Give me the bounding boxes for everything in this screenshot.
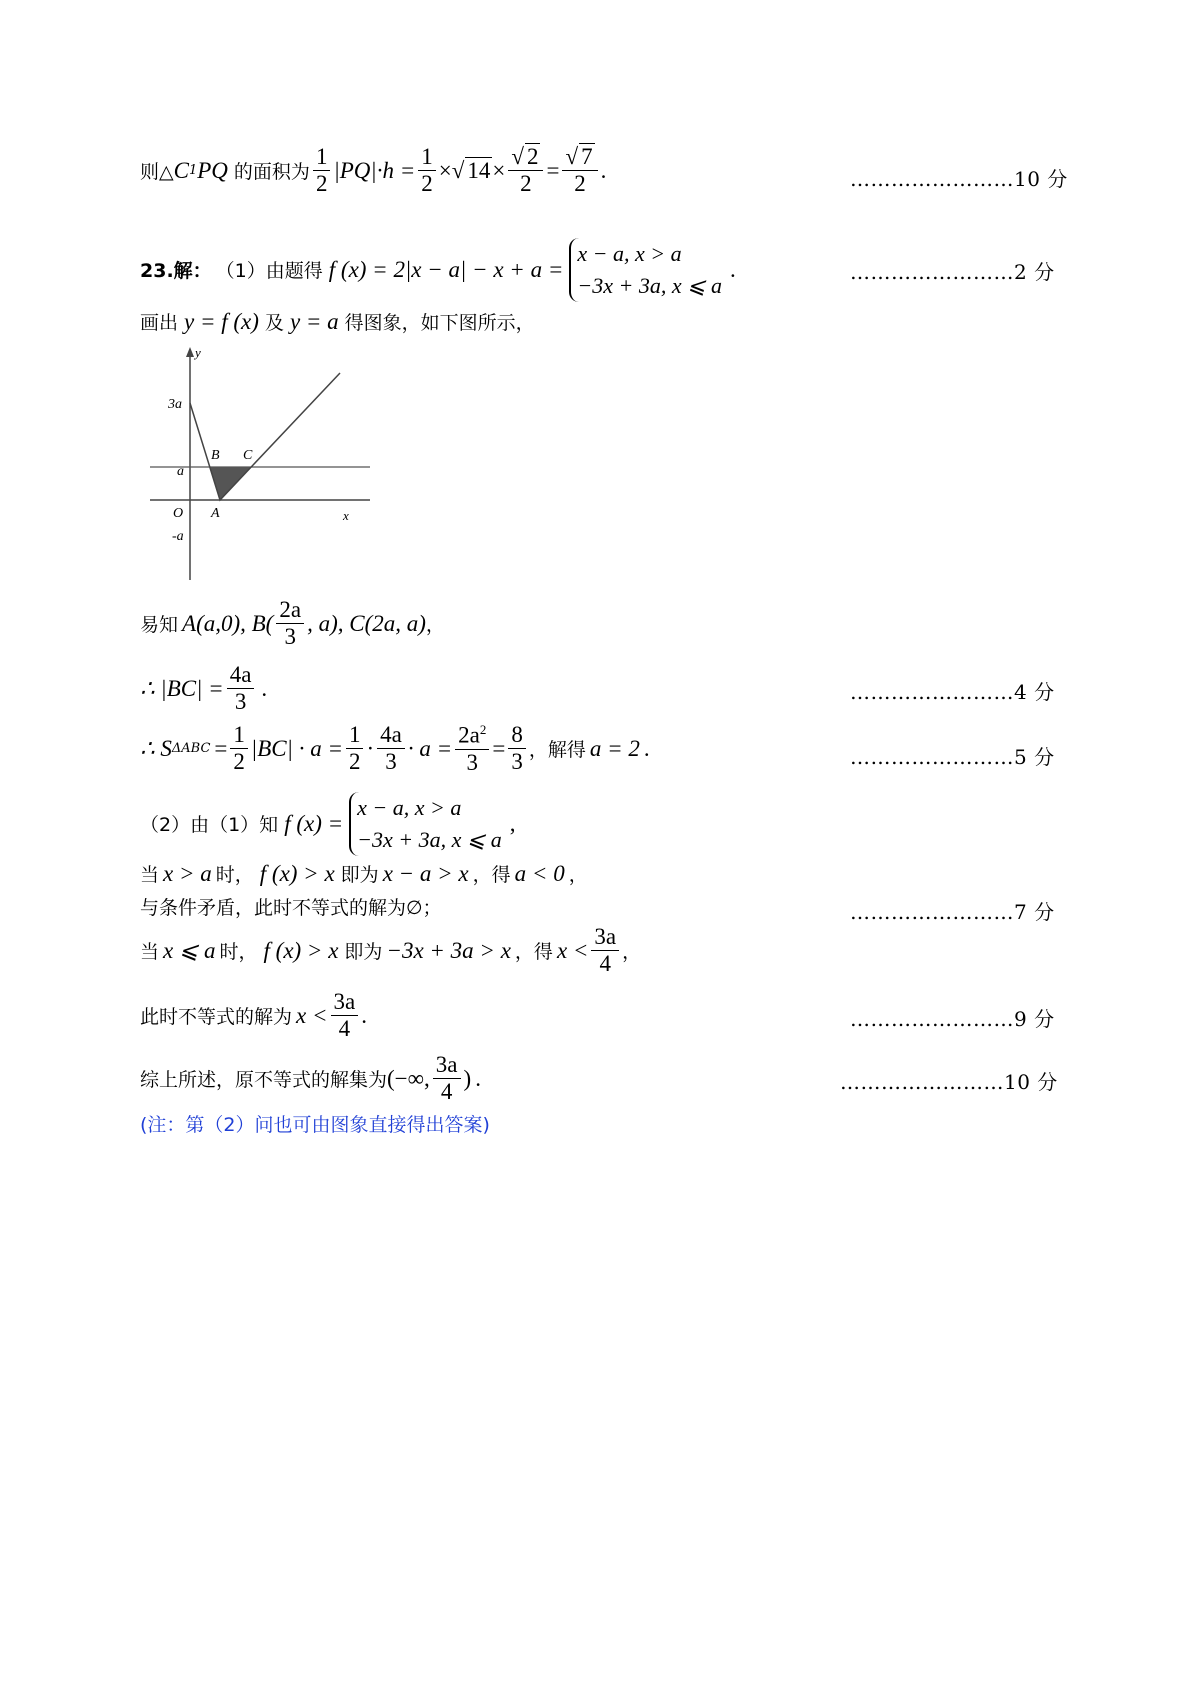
case-2: −3x + 3a, x ⩽ a xyxy=(577,272,723,298)
math-y-fx: y = f (x) xyxy=(184,308,259,334)
text-get-graph: 得图象，如下图所示， xyxy=(344,312,535,334)
math-fx-gt-x: f (x) > x xyxy=(263,937,339,963)
score-2: ……………………2 分 xyxy=(850,260,1055,284)
text-part2: （2）由（1）知 xyxy=(140,814,279,837)
math-abs-pq-h: |PQ|·h = xyxy=(333,157,416,183)
frac-num: 8 xyxy=(508,723,526,749)
score-10-a: ……………………10 分 xyxy=(850,167,1068,191)
math-y-a: y = a xyxy=(289,308,339,334)
frac-half-1 xyxy=(313,145,331,196)
frac-den: 2 xyxy=(348,749,361,775)
frac-num: 2a xyxy=(276,598,304,624)
frac-den: 4 xyxy=(599,951,612,977)
frac-den: 3 xyxy=(511,749,523,775)
frac-den: 3 xyxy=(234,689,247,715)
math-x-le-a: x ⩽ a xyxy=(163,937,216,963)
score-10-b: ……………………10 分 xyxy=(840,1070,1058,1094)
text-solution-is: 此时不等式的解为 xyxy=(140,1006,293,1029)
points-line xyxy=(140,598,445,649)
frac-num-base: 2a xyxy=(458,722,480,748)
math-neg3x-ineq: −3x + 3a > x xyxy=(386,937,511,963)
frac-1-2 xyxy=(230,723,248,774)
math-c: C xyxy=(173,157,189,183)
math-a-lt-0: a < 0 xyxy=(514,860,565,886)
case-x-gt-a-line xyxy=(140,860,588,887)
text-get: ，得 xyxy=(514,941,553,964)
dot: · xyxy=(366,735,375,761)
text-from-problem: （1）由题得 xyxy=(215,260,323,283)
text-easy-know: 易知 xyxy=(140,614,179,637)
text-area-is: 的面积为 xyxy=(233,161,310,184)
piecewise-brace-2 xyxy=(349,792,502,856)
equals-sign: = xyxy=(492,735,506,761)
frac-sqrt7-over-2 xyxy=(562,145,597,196)
frac-den: 2 xyxy=(315,171,328,197)
frac-num: 4a xyxy=(377,723,405,749)
frac-2a-over-3 xyxy=(276,598,304,649)
sqrt-14-value: 14 xyxy=(467,157,491,183)
frac-den: 3 xyxy=(385,749,397,775)
frac-half-2 xyxy=(418,145,436,196)
text-time: 时， xyxy=(219,941,258,964)
frac-den: 2 xyxy=(233,749,245,775)
text-conclusion: 综上所述，原不等式的解集为 xyxy=(140,1069,388,1092)
frac-den: 2 xyxy=(574,171,586,197)
period: . xyxy=(475,1065,481,1091)
text-then-triangle: 则△ xyxy=(140,161,174,184)
frac-den: 3 xyxy=(284,624,296,650)
math-s: ∴ S xyxy=(140,735,172,761)
sqrt-14: √ 14 xyxy=(451,157,491,183)
score-7: ……………………7 分 xyxy=(850,900,1055,924)
sqrt-2-value: 2 xyxy=(526,144,539,169)
comma: ， xyxy=(622,941,642,964)
frac-den: 3 xyxy=(466,749,478,775)
text-when: 当 xyxy=(140,941,160,964)
frac-3a-4 xyxy=(433,1053,461,1104)
frac-8-3 xyxy=(508,723,526,774)
text-time: 时， xyxy=(215,864,254,886)
frac-num: 1 xyxy=(230,723,248,749)
math-interval-open: (−∞, xyxy=(387,1065,430,1091)
frac-1-2-b xyxy=(346,723,364,774)
case-1: x − a, x > a xyxy=(357,795,462,820)
math-c-sub: 1 xyxy=(188,163,198,179)
draw-graph-line xyxy=(140,308,535,335)
text-when: 当 xyxy=(140,864,160,886)
math-fx-definition: f (x) = 2|x − a| − x + a = xyxy=(328,256,564,282)
label-a: a xyxy=(177,464,184,479)
times-sign: × xyxy=(438,157,452,183)
piecewise-brace xyxy=(569,238,722,302)
frac-num: 3a xyxy=(331,990,359,1016)
frac-2a2-3 xyxy=(455,723,489,775)
frac-num: 3a xyxy=(591,925,619,951)
math-x-lt: x < xyxy=(296,1002,328,1028)
math-fx: f (x) = xyxy=(284,810,344,836)
period: . xyxy=(730,256,736,282)
y-axis-arrow xyxy=(186,347,194,357)
frac-4a-over-3 xyxy=(227,663,255,714)
case-2: −3x + 3a, x ⩽ a xyxy=(357,826,502,852)
problem-number: 23.解： xyxy=(140,260,212,283)
math-dot-a: · a = xyxy=(407,735,453,761)
frac-num: 1 xyxy=(418,145,436,171)
frac-num: 1 xyxy=(313,145,331,171)
math-points-a-b: A(a,0), B( xyxy=(182,610,274,636)
math-pq: PQ xyxy=(197,157,228,183)
frac-3a-4 xyxy=(331,990,359,1041)
period: . xyxy=(361,1002,367,1028)
part2-line xyxy=(140,792,516,856)
math-fx-gt-x: f (x) > x xyxy=(259,860,335,886)
solution-line xyxy=(140,990,367,1041)
function-graph-figure xyxy=(140,345,380,585)
conclusion-line xyxy=(140,1053,481,1104)
frac-4a-3 xyxy=(377,723,405,774)
math-points-c: , a), C(2a, a) xyxy=(307,610,426,636)
period: . xyxy=(600,157,607,183)
text-and: 及 xyxy=(264,312,284,334)
score-9: ……………………9 分 xyxy=(850,1007,1055,1031)
equals-sign: = xyxy=(546,157,560,183)
frac-3a-4 xyxy=(591,925,619,976)
math-bc-a: |BC| · a = xyxy=(250,735,343,761)
frac-num: 1 xyxy=(346,723,364,749)
contradiction-line xyxy=(140,893,442,920)
score-5: ……………………5 分 xyxy=(850,745,1055,769)
label-point-b: B xyxy=(211,448,220,463)
comma: ， xyxy=(568,864,588,886)
math-x-gt-a: x > a xyxy=(163,860,212,886)
math-interval-close: ) xyxy=(463,1065,472,1091)
case-1: x − a, x > a xyxy=(577,241,682,266)
case-x-le-a-line xyxy=(140,925,641,976)
text-contradiction: 与条件矛盾，此时不等式的解为∅； xyxy=(140,897,442,919)
math-a-equals-2: a = 2 xyxy=(589,735,640,761)
label-y: y xyxy=(195,345,201,360)
frac-den: 2 xyxy=(520,171,532,197)
label-origin: O xyxy=(173,506,184,521)
frac-num-exp: 2 xyxy=(479,722,487,737)
score-4: ……………………4 分 xyxy=(850,680,1055,704)
period: . xyxy=(643,735,650,761)
label-x: x xyxy=(343,508,349,523)
times-sign: × xyxy=(492,157,506,183)
frac-sqrt2-over-2 xyxy=(508,145,543,196)
math-x-lt: x < xyxy=(556,937,589,963)
graph-fx xyxy=(190,373,340,500)
label-point-c: C xyxy=(243,448,253,463)
label-point-a: A xyxy=(211,506,220,521)
math-s-sub: ΔABC xyxy=(171,741,211,757)
frac-den: 4 xyxy=(440,1079,453,1105)
comma: , xyxy=(509,810,516,836)
frac-den: 4 xyxy=(338,1016,351,1042)
frac-num: 4a xyxy=(227,663,255,689)
bc-length-line xyxy=(140,663,267,714)
text-becomes: 即为 xyxy=(344,941,383,964)
math-bc-abs: ∴ |BC| = xyxy=(140,675,224,701)
text-solve: ，解得 xyxy=(528,739,586,762)
math-x-minus-a-gt-x: x − a > x xyxy=(382,860,469,886)
area-formula-line xyxy=(140,145,606,196)
note-line: (注：第（2）问也可由图象直接得出答案) xyxy=(140,1114,490,1136)
frac-num: √ 7 xyxy=(562,145,597,171)
problem-23-line xyxy=(140,238,736,302)
period: . xyxy=(261,675,268,701)
frac-den: 2 xyxy=(421,171,433,197)
label-3a: 3a xyxy=(168,397,182,412)
frac-num xyxy=(455,723,489,750)
text-becomes: 即为 xyxy=(340,864,379,886)
text-draw: 画出 xyxy=(140,312,179,334)
comma: ， xyxy=(425,614,445,637)
equals-sign: = xyxy=(214,735,228,761)
frac-num: 3a xyxy=(433,1053,461,1079)
label-neg-a: -a xyxy=(172,529,184,544)
area-abc-line xyxy=(140,723,650,775)
frac-num: √ 2 xyxy=(508,145,543,171)
sqrt-7-value: 7 xyxy=(581,144,593,169)
text-get: ，得 xyxy=(472,864,511,886)
